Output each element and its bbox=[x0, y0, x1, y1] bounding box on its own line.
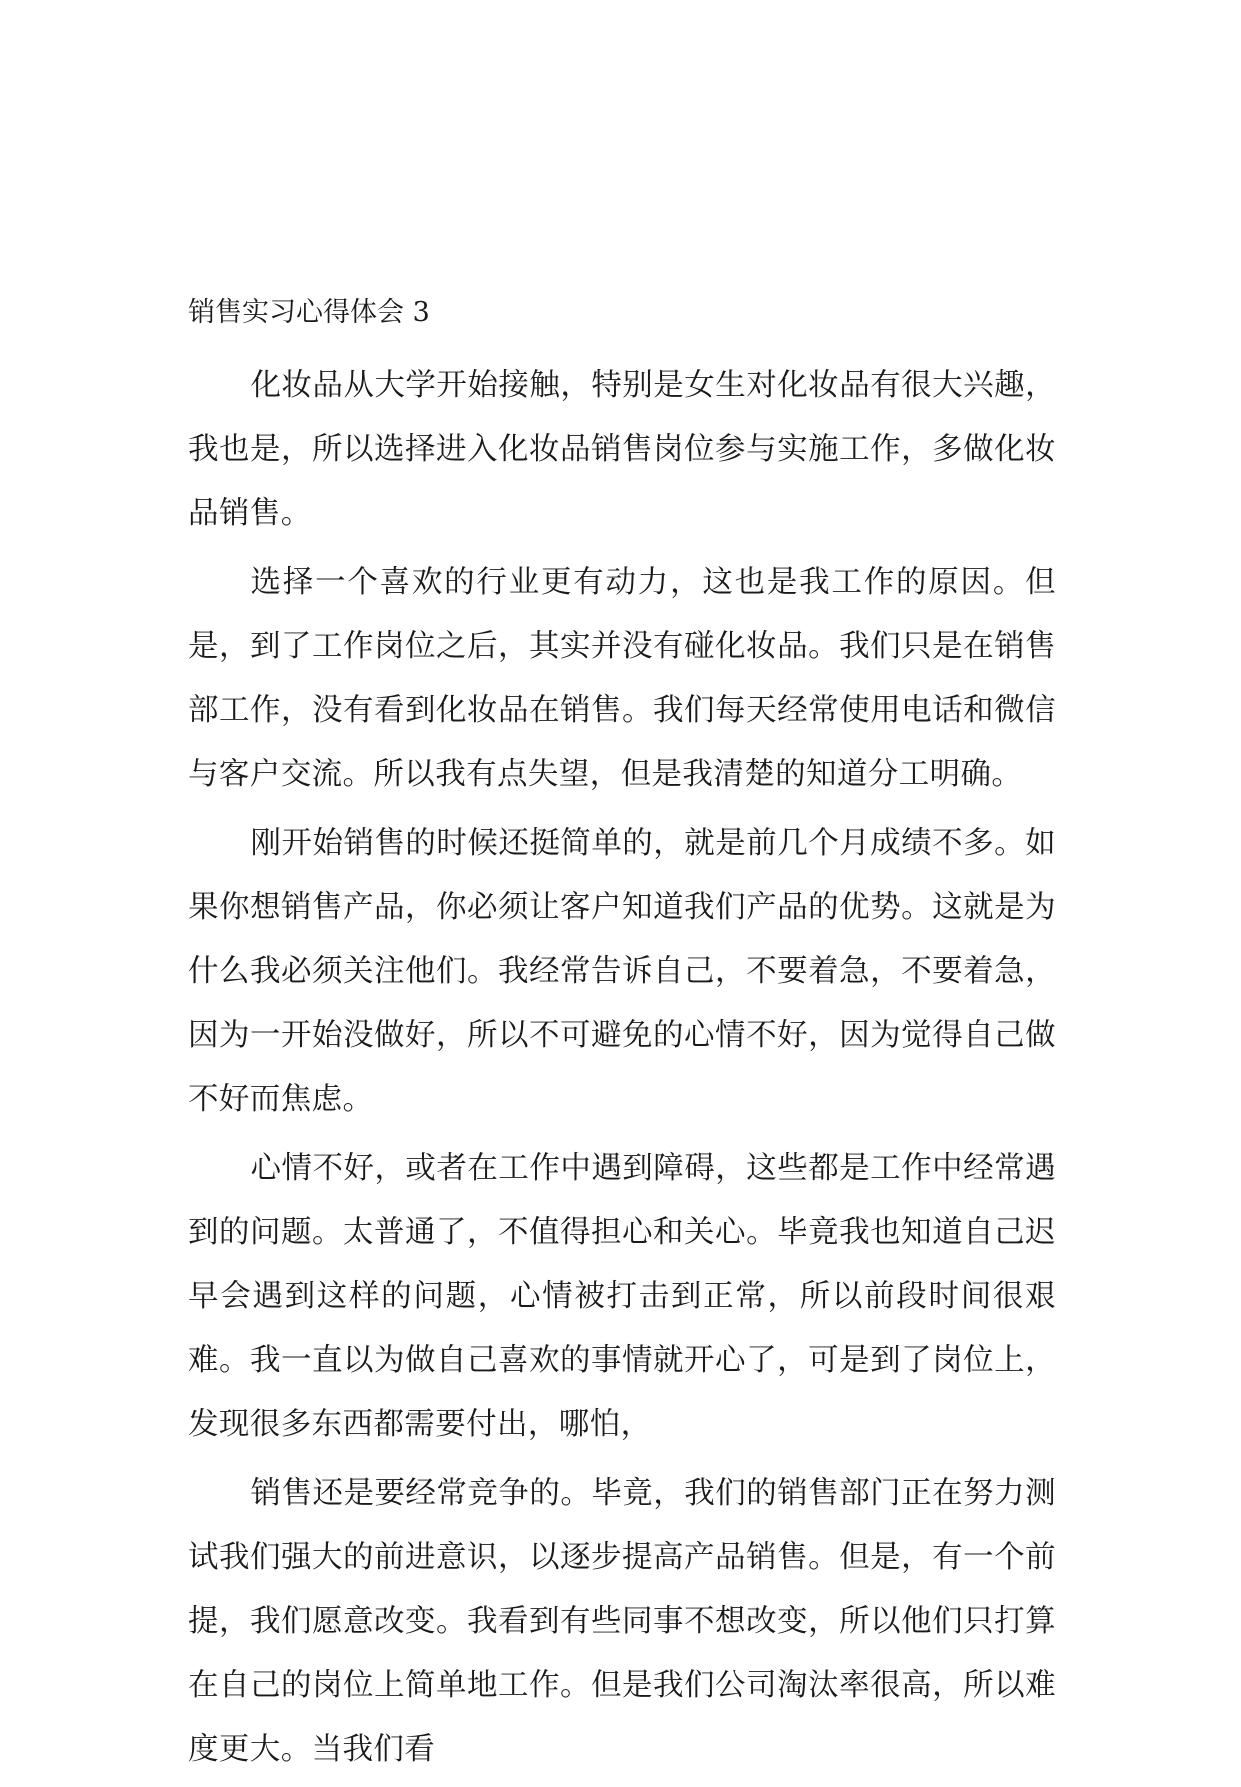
document-body bbox=[188, 290, 1056, 1787]
paragraph-1: 化妆品从大学开始接触，特别是女生对化妆品有很大兴趣，我也是，所以选择进入化妆品销售岗位参与实施工作，多做化妆品销售。 bbox=[188, 368, 1056, 531]
paragraph-5: 销售还是要经常竞争的。毕竟，我们的销售部门正在努力测试我们强大的前进意识，以逐步提高产品销售。但是，有一个前提，我们愿意改变。我看到有些同事不想改变，所以他们只打算在自己的岗位上简单地工作。但是我们公司淘汰率很高，所以难度更大。当我们看 bbox=[188, 1476, 1056, 1767]
paragraph-2: 选择一个喜欢的行业更有动力，这也是我工作的原因。但是，到了工作岗位之后，其实并没有碰化妆品。我们只是在销售部工作，没有看到化妆品在销售。我们每天经常使用电话和微信与客户交流。所以我有点失望，但是我清楚的知道分工明确。 bbox=[188, 565, 1056, 792]
document-title: 销售实习心得体会 3 bbox=[188, 297, 430, 328]
paragraph-4: 心情不好，或者在工作中遇到障碍，这些都是工作中经常遇到的问题。太普通了，不值得担心和关心。毕竟我也知道自己迟早会遇到这样的问题，心情被打击到正常，所以前段时间很艰难。我一直以为做自己喜欢的事情就开心了，可是到了岗位上，发现很多东西都需要付出，哪怕， bbox=[188, 1151, 1056, 1442]
paragraph-3: 刚开始销售的时候还挺简单的，就是前几个月成绩不多。如果你想销售产品，你必须让客户知道我们产品的优势。这就是为什么我必须关注他们。我经常告诉自己，不要着急，不要着急，因为一开始没做好，所以不可避免的心情不好，因为觉得自己做不好而焦虑。 bbox=[188, 826, 1056, 1117]
